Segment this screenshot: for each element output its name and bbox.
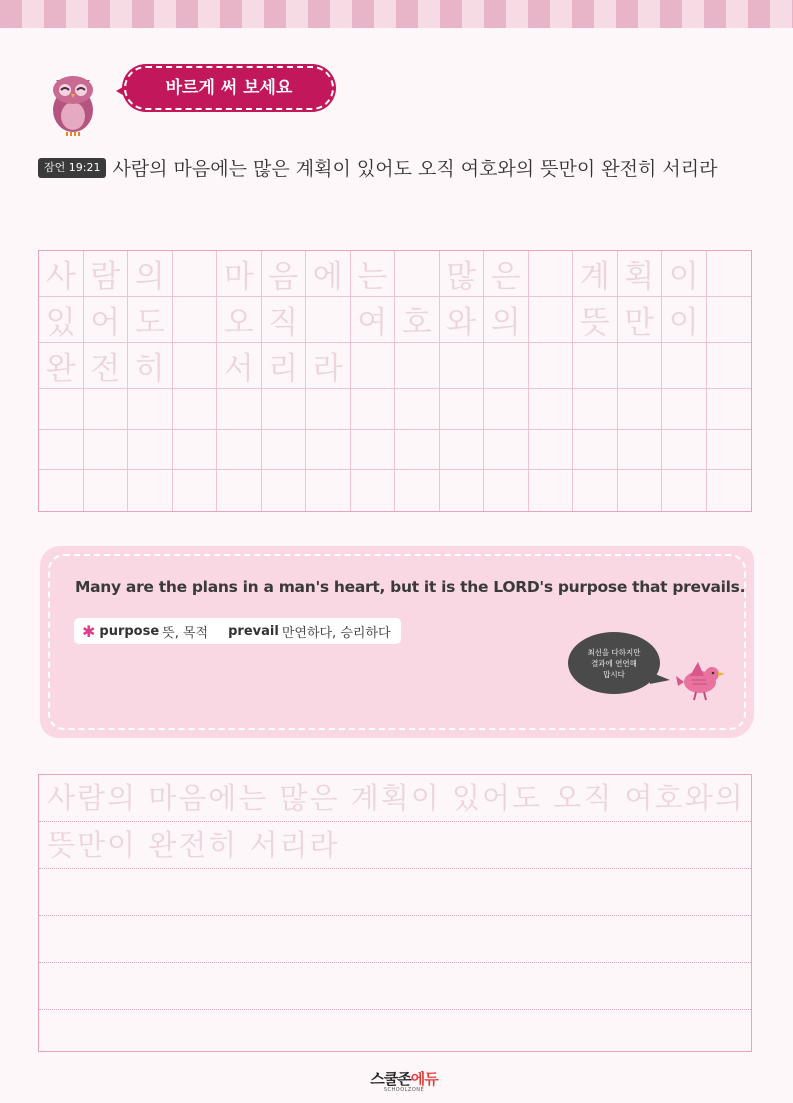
star-icon: ✱ [82, 621, 96, 641]
grid-cell[interactable]: 에 [306, 251, 351, 297]
grid-cell[interactable]: 전 [84, 343, 129, 389]
grid-cell[interactable]: 사 [39, 251, 84, 297]
writing-grid [38, 250, 752, 512]
grid-cell[interactable]: 여 [351, 297, 396, 343]
grid-cell[interactable] [440, 470, 485, 511]
speech-line-2: 결과에 연연해 [591, 658, 637, 668]
grid-cell[interactable] [573, 470, 618, 511]
grid-cell[interactable] [707, 389, 752, 430]
verse-reference-badge: 잠언 19:21 [38, 158, 106, 178]
grid-cell[interactable] [217, 389, 262, 430]
vocab-box [74, 618, 401, 644]
grid-cell[interactable] [173, 251, 218, 297]
grid-cell[interactable] [173, 470, 218, 511]
grid-cell[interactable]: 이 [662, 297, 707, 343]
grid-cell[interactable]: 호 [395, 297, 440, 343]
speech-line-3: 맙시다 [603, 669, 625, 679]
grid-cell[interactable]: 뜻 [573, 297, 618, 343]
logo-main-text: 스쿨존 [370, 1070, 411, 1088]
speech-line-1: 최선을 다하지만 [587, 647, 641, 657]
logo-sub-text: SCHOOLZONE [383, 1087, 425, 1093]
grid-cell[interactable]: 와 [440, 297, 485, 343]
grid-cell[interactable] [351, 470, 396, 511]
grid-cell[interactable] [440, 343, 485, 389]
grid-cell[interactable] [128, 389, 173, 430]
grid-cell[interactable]: 계 [573, 251, 618, 297]
grid-cell[interactable] [306, 430, 351, 471]
line-writing-area [38, 774, 752, 1052]
grid-cell[interactable]: 의 [128, 251, 173, 297]
schoolzone-logo [368, 1068, 440, 1093]
grid-cell[interactable]: 은 [484, 251, 529, 297]
grid-cell[interactable] [306, 297, 351, 343]
grid-cell[interactable] [395, 343, 440, 389]
grid-cell[interactable]: 람 [84, 251, 129, 297]
grid-cell[interactable] [618, 430, 663, 471]
writing-line[interactable] [39, 1010, 751, 1056]
grid-cell[interactable] [662, 470, 707, 511]
writing-line[interactable] [39, 916, 751, 963]
writing-line[interactable]: 뜻만이 완전히 서리라 [39, 822, 751, 869]
grid-cell[interactable]: 완 [39, 343, 84, 389]
bird-icon [676, 654, 728, 702]
grid-cell[interactable] [217, 470, 262, 511]
grid-cell[interactable]: 많 [440, 251, 485, 297]
grid-cell[interactable] [707, 470, 752, 511]
grid-cell[interactable] [662, 343, 707, 389]
vocab-word-2: prevail [228, 623, 279, 639]
grid-cell[interactable] [395, 470, 440, 511]
grid-cell[interactable] [351, 389, 396, 430]
grid-cell[interactable] [440, 430, 485, 471]
grid-cell[interactable] [84, 470, 129, 511]
grid-cell[interactable] [573, 430, 618, 471]
grid-cell[interactable] [573, 389, 618, 430]
vocab-word-1: purpose [99, 623, 160, 639]
grid-cell[interactable]: 의 [484, 297, 529, 343]
vocab-meaning-1: 뜻, 목적 [162, 625, 209, 641]
grid-cell[interactable] [351, 430, 396, 471]
grid-cell[interactable]: 도 [128, 297, 173, 343]
grid-cell[interactable] [484, 470, 529, 511]
grid-cell[interactable]: 히 [128, 343, 173, 389]
grid-cell[interactable]: 만 [618, 297, 663, 343]
grid-cell[interactable] [529, 297, 574, 343]
grid-cell[interactable]: 는 [351, 251, 396, 297]
grid-cell[interactable] [395, 430, 440, 471]
grid-cell[interactable]: 마 [217, 251, 262, 297]
grid-cell[interactable] [173, 343, 218, 389]
grid-cell[interactable] [484, 430, 529, 471]
grid-cell[interactable] [84, 430, 129, 471]
grid-cell[interactable] [618, 470, 663, 511]
grid-cell[interactable]: 어 [84, 297, 129, 343]
grid-cell[interactable] [662, 430, 707, 471]
verse-text [38, 150, 753, 188]
grid-cell[interactable] [128, 470, 173, 511]
grid-cell[interactable]: 이 [662, 251, 707, 297]
vocab-meaning-2: 만연하다, 승리하다 [281, 625, 391, 641]
grid-cell[interactable] [529, 251, 574, 297]
grid-cell[interactable] [84, 389, 129, 430]
grid-cell[interactable] [395, 389, 440, 430]
grid-cell[interactable] [262, 389, 307, 430]
grid-cell[interactable]: 직 [262, 297, 307, 343]
writing-line[interactable]: 사람의 마음에는 많은 계획이 있어도 오직 여호와의 [39, 775, 751, 822]
tip-box [40, 546, 754, 738]
grid-cell[interactable] [707, 343, 752, 389]
grid-cell[interactable] [128, 430, 173, 471]
grid-cell[interactable] [39, 430, 84, 471]
grid-cell[interactable] [262, 430, 307, 471]
grid-cell[interactable] [529, 343, 574, 389]
writing-line[interactable] [39, 963, 751, 1010]
grid-cell[interactable] [618, 343, 663, 389]
grid-cell[interactable] [707, 430, 752, 471]
grid-cell[interactable] [395, 251, 440, 297]
grid-cell[interactable] [39, 389, 84, 430]
grid-cell[interactable] [484, 389, 529, 430]
grid-cell[interactable] [173, 389, 218, 430]
grid-cell[interactable]: 리 [262, 343, 307, 389]
grid-cell[interactable] [217, 430, 262, 471]
grid-cell[interactable]: 서 [217, 343, 262, 389]
grid-cell[interactable] [173, 297, 218, 343]
grid-cell[interactable]: 획 [618, 251, 663, 297]
grid-cell[interactable] [573, 343, 618, 389]
grid-cell[interactable]: 오 [217, 297, 262, 343]
grid-cell[interactable] [351, 343, 396, 389]
grid-cell[interactable] [529, 430, 574, 471]
grid-cell[interactable] [529, 389, 574, 430]
grid-cell[interactable] [662, 389, 707, 430]
grid-cell[interactable] [173, 430, 218, 471]
grid-cell[interactable] [529, 470, 574, 511]
grid-cell[interactable] [39, 470, 84, 511]
owl-icon [46, 66, 100, 136]
grid-cell[interactable]: 음 [262, 251, 307, 297]
grid-cell[interactable] [484, 343, 529, 389]
grid-cell[interactable] [306, 470, 351, 511]
logo-edu-text: 에듀 [410, 1070, 438, 1088]
grid-cell[interactable]: 있 [39, 297, 84, 343]
speech-bubble [568, 632, 660, 694]
grid-cell[interactable] [262, 470, 307, 511]
top-stripe-border [0, 0, 793, 28]
grid-cell[interactable] [707, 297, 752, 343]
grid-cell[interactable] [618, 389, 663, 430]
grid-cell[interactable] [707, 251, 752, 297]
writing-line[interactable] [39, 869, 751, 916]
english-verse: Many are the plans in a man's heart, but it is the LORD's purpose that prevails. [75, 578, 746, 596]
grid-cell[interactable] [440, 389, 485, 430]
grid-cell[interactable]: 라 [306, 343, 351, 389]
section-title: 바르게 써 보세요 [124, 66, 334, 110]
grid-cell[interactable] [306, 389, 351, 430]
verse-body: 사람의 마음에는 많은 계획이 있어도 오직 여호와의 뜻만이 완전히 서리라 [112, 158, 718, 180]
